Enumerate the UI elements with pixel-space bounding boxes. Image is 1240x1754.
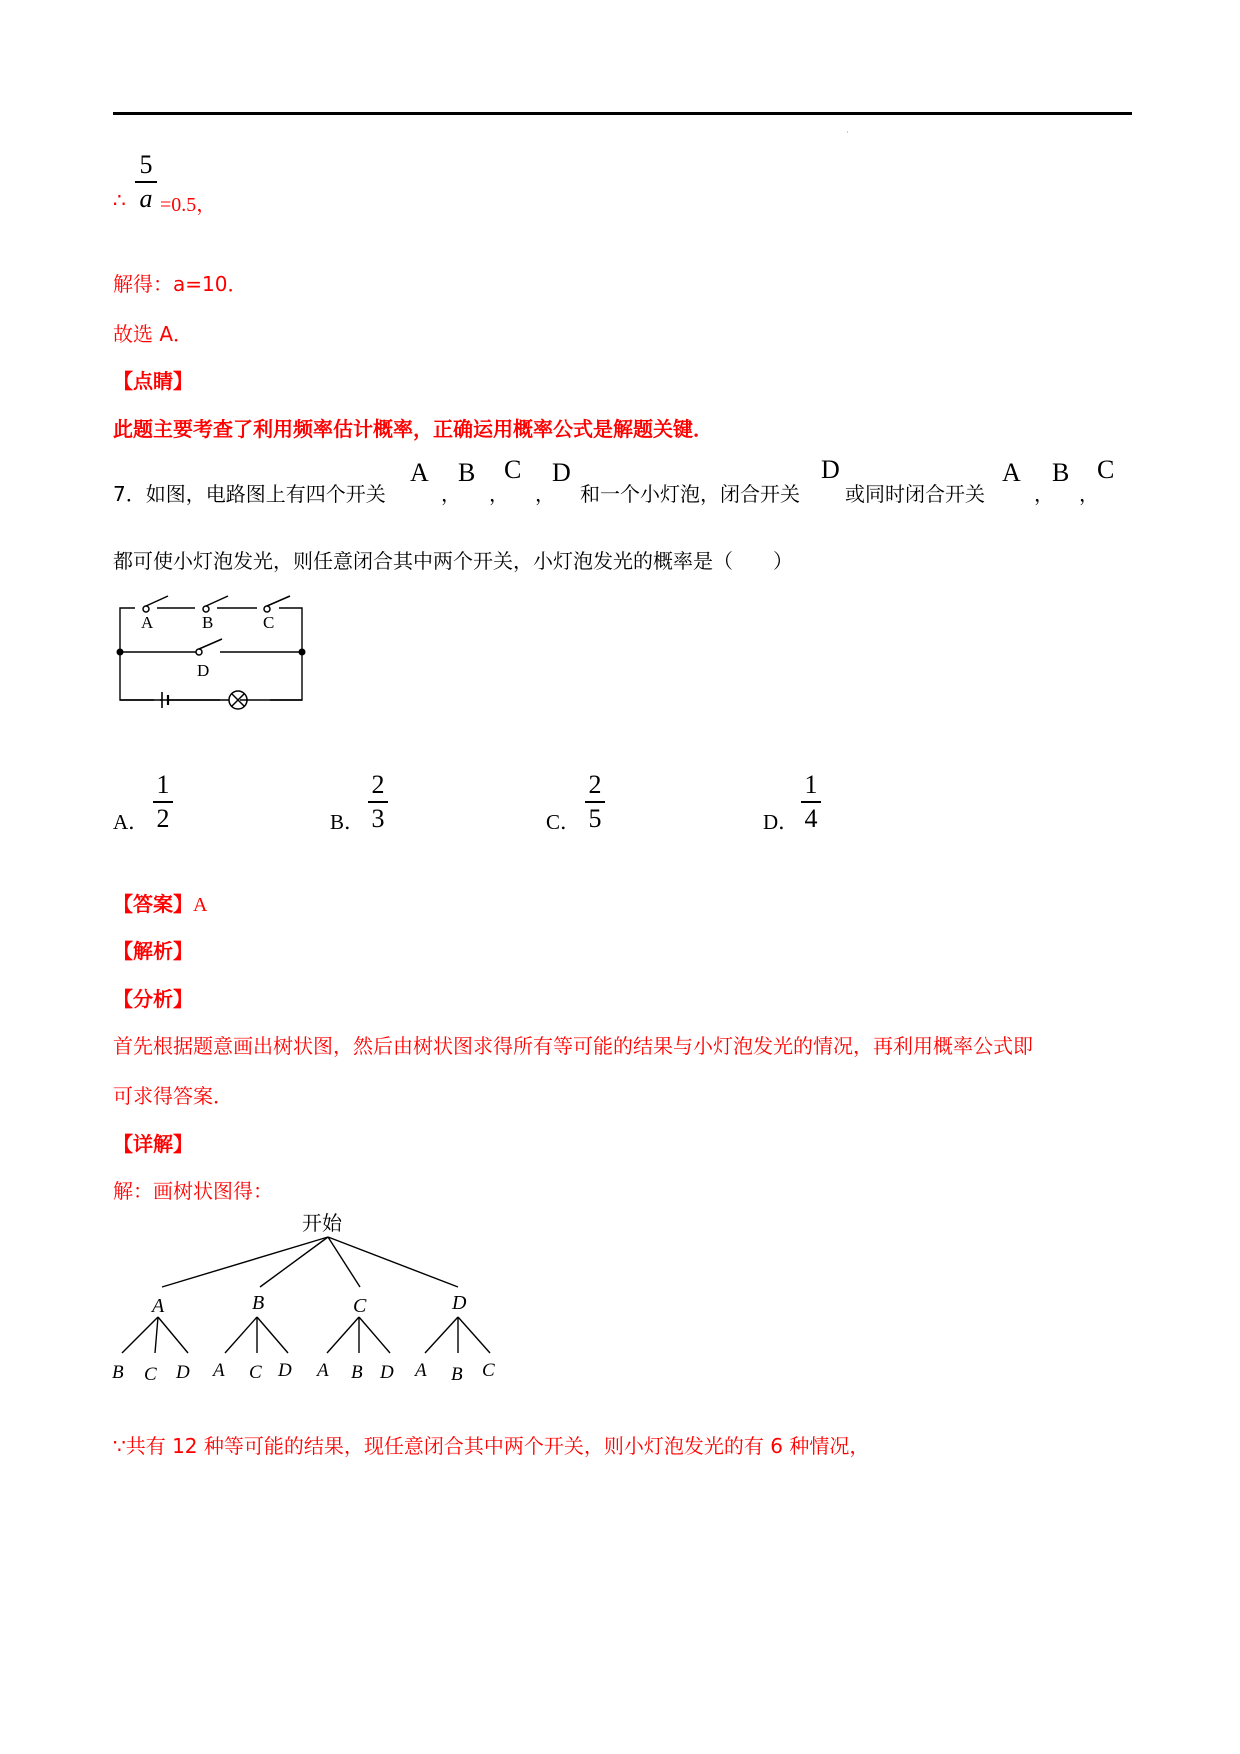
q7-mid: 和一个小灯泡，闭合开关 xyxy=(580,482,800,506)
tree-leaf: B xyxy=(351,1362,363,1383)
option-b-denominator: 3 xyxy=(371,803,385,833)
tree-leaf: D xyxy=(278,1360,292,1381)
answer-label: 【答案】 xyxy=(113,892,193,916)
equals-line xyxy=(160,188,216,217)
q7-switch-d2: D xyxy=(821,455,840,484)
junction-right xyxy=(299,649,306,656)
tree-leaf: D xyxy=(380,1362,394,1383)
circuit-label-b: B xyxy=(202,613,214,632)
option-c-fraction xyxy=(585,770,605,834)
circuit-label-c: C xyxy=(263,613,275,632)
q7-comma: ， xyxy=(1079,482,1099,506)
tree-root: 开始 xyxy=(302,1213,342,1235)
tree-level1-d: D xyxy=(452,1292,467,1314)
choose-line: 故选 A． xyxy=(113,322,194,346)
q7-comma: ， xyxy=(441,482,461,506)
q7-mid2: 或同时闭合开关 xyxy=(845,482,985,506)
answer-line xyxy=(113,888,207,917)
q7-switch-a: A xyxy=(410,458,429,487)
tree-leaf: D xyxy=(176,1362,190,1383)
fraction-bar xyxy=(368,801,388,803)
fenxi-label: 【分析】 xyxy=(113,987,193,1011)
tree-leaf: B xyxy=(112,1362,124,1383)
q7-line2: 都可使小灯泡发光，则任意闭合其中两个开关，小灯泡发光的概率是（ ） xyxy=(113,549,793,573)
therefore-symbol: ∴ xyxy=(113,188,126,212)
jiexi-label: 【解析】 xyxy=(113,939,193,963)
switch-d-lever xyxy=(199,639,222,649)
option-a-numerator: 1 xyxy=(156,770,170,799)
xiangjie-label: 【详解】 xyxy=(113,1132,193,1156)
option-b-numerator: 2 xyxy=(371,770,385,799)
q7-comma: ， xyxy=(489,482,509,506)
tree-leaf: C xyxy=(482,1360,495,1381)
option-c-denominator: 5 xyxy=(588,803,602,833)
circuit-label-a: A xyxy=(141,613,154,632)
option-d-fraction xyxy=(801,770,821,834)
answer-value: A xyxy=(193,894,208,916)
option-b-fraction xyxy=(368,770,388,834)
tree-leaf: C xyxy=(249,1362,262,1383)
tree-leaf: A xyxy=(317,1360,329,1381)
equals-value: =0.5， xyxy=(160,194,217,216)
q7-comma: ， xyxy=(535,482,555,506)
option-d-label: D． xyxy=(763,810,800,834)
therefore-line xyxy=(113,188,126,212)
tree-diagram xyxy=(110,1205,510,1390)
q7-switch-c: C xyxy=(504,455,522,484)
tree-leaf: A xyxy=(213,1360,225,1381)
tree-intro: 解：画树状图得： xyxy=(113,1179,273,1203)
option-a-fraction xyxy=(153,770,173,834)
option-c-numerator: 2 xyxy=(588,770,602,799)
fraction-bar xyxy=(585,801,605,803)
header-mark: · xyxy=(846,128,849,138)
q7-prefix: 7．如图，电路图上有四个开关 xyxy=(113,482,386,506)
fraction-numerator: 5 xyxy=(139,150,153,179)
tree-level1-b: B xyxy=(252,1292,265,1314)
solve-line: 解得：a=10． xyxy=(113,272,248,296)
q7-switch-b2: B xyxy=(1052,458,1070,487)
q7-switch-c2: C xyxy=(1097,455,1115,484)
tree-level1-a: A xyxy=(152,1295,165,1317)
circuit-diagram xyxy=(110,590,310,710)
option-b-label: B． xyxy=(330,810,366,834)
option-a-label: A． xyxy=(113,810,150,834)
conclusion-line: ∵共有 12 种等可能的结果，现任意闭合其中两个开关，则小灯泡发光的有 6 种情况， xyxy=(113,1434,870,1458)
fraction-denominator: a xyxy=(139,183,153,213)
fraction-bar xyxy=(801,801,821,803)
q7-switch-a2: A xyxy=(1002,458,1021,487)
fraction-bar xyxy=(153,801,173,803)
switch-d-contact xyxy=(196,649,202,655)
tree-leaf: B xyxy=(451,1364,463,1385)
q7-switch-d: D xyxy=(552,458,571,487)
tree-leaf: A xyxy=(415,1360,427,1381)
tree-level1-c: C xyxy=(353,1295,367,1317)
tree-leaf: C xyxy=(144,1364,157,1385)
option-d-numerator: 1 xyxy=(804,770,818,799)
circuit-label-d: D xyxy=(197,661,210,680)
option-a-denominator: 2 xyxy=(156,803,170,833)
fenxi-text-1: 首先根据题意画出树状图，然后由树状图求得所有等可能的结果与小灯泡发光的情况，再利用概率公式即 xyxy=(113,1034,1033,1058)
fraction-5-over-a xyxy=(135,150,157,214)
dianjing-label: 【点睛】 xyxy=(113,369,193,393)
q7-comma: ， xyxy=(1034,482,1054,506)
dianjing-text: 此题主要考查了利用频率估计概率，正确运用概率公式是解题关键． xyxy=(113,417,713,441)
option-c-label: C． xyxy=(546,810,582,834)
q7-switch-b: B xyxy=(458,458,476,487)
header-rule xyxy=(113,112,1132,115)
fraction-bar xyxy=(135,181,157,183)
fenxi-text-2: 可求得答案． xyxy=(113,1084,233,1108)
option-d-denominator: 4 xyxy=(804,803,818,833)
junction-left xyxy=(117,649,124,656)
